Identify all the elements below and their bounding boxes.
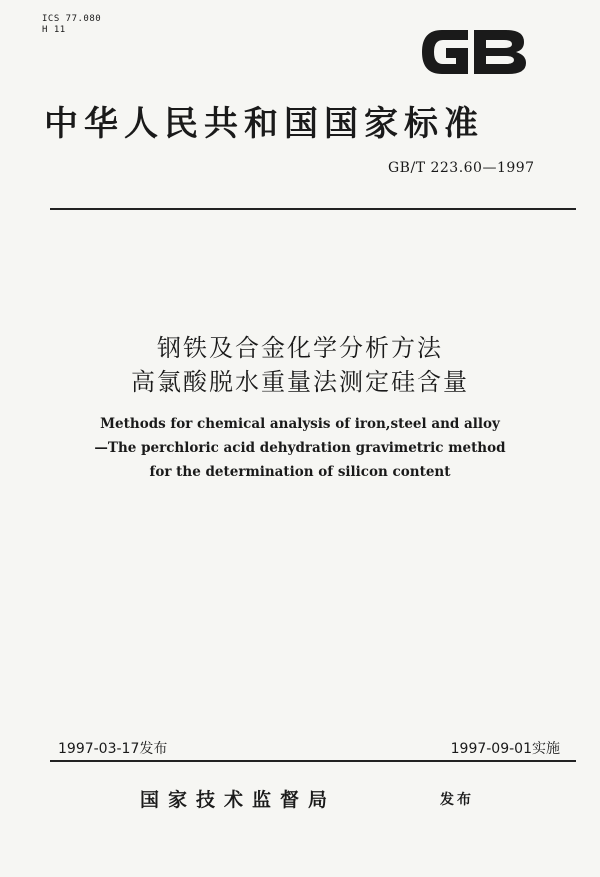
national-standard-title: 中华人民共和国国家标准 [44,104,484,144]
en-title-line: for the determination of silicon content [149,464,451,480]
ics-code: ICS 77.080 [42,14,102,24]
standard-code: GB/T 223.60—1997 [388,160,535,176]
effective-date: 1997-09-01实施 [450,741,560,757]
en-title-line: —The perchloric acid dehydration gravimetric method [94,440,506,456]
footer-divider [50,760,576,762]
issuing-authority: 国家技术监督局 [140,789,337,811]
gb-logo [412,18,532,86]
cn-title-line2: 高氯酸脱水重量法测定硅含量 [131,368,469,396]
category-code: H 11 [42,25,66,35]
issued-date: 1997-03-17发布 [58,741,168,757]
en-title-line: Methods for chemical analysis of iron,steel and alloy [100,416,500,432]
issue-label: 发布 [440,792,474,808]
cn-title-line1: 钢铁及合金化学分析方法 [157,334,443,362]
header-divider [50,208,576,210]
english-title [0,412,600,484]
classification-codes [42,14,101,36]
